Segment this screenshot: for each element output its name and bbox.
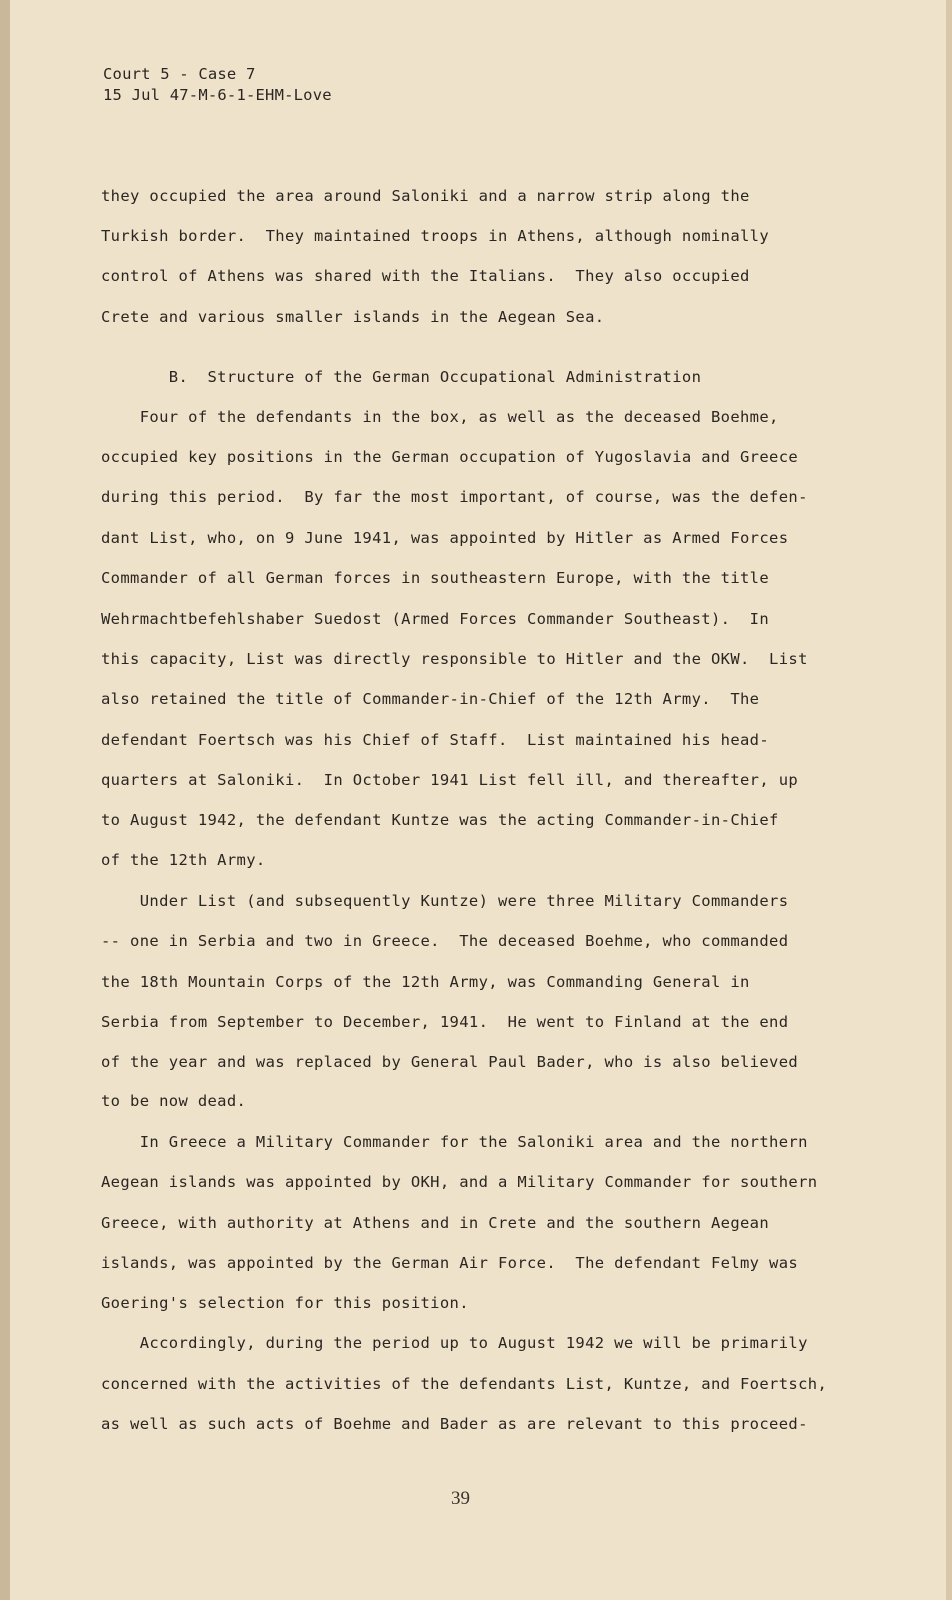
case-header bbox=[103, 64, 332, 106]
section-heading: B. Structure of the German Occupational Administration bbox=[101, 368, 702, 386]
text-line: to August 1942, the defendant Kuntze was the acting Commander-in-Chief bbox=[101, 811, 779, 829]
text-line: Turkish border. They maintained troops in Athens, although nominally bbox=[101, 227, 770, 245]
text-line: In Greece a Military Commander for the Saloniki area and the northern bbox=[101, 1133, 808, 1151]
text-line: Aegean islands was appointed by OKH, and a Military Commander for southern bbox=[101, 1173, 818, 1191]
text-line: to be now dead. bbox=[101, 1092, 247, 1110]
page-number: 39 bbox=[451, 1488, 470, 1509]
text-line: Serbia from September to December, 1941. He went to Finland at the end bbox=[101, 1013, 789, 1031]
text-line: defendant Foertsch was his Chief of Staff. List maintained his head- bbox=[101, 731, 770, 749]
text-line: concerned with the activities of the defendants List, Kuntze, and Foertsch, bbox=[101, 1375, 828, 1393]
text-line: Crete and various smaller islands in the Aegean Sea. bbox=[101, 308, 605, 326]
text-line: this capacity, List was directly responsible to Hitler and the OKW. List bbox=[101, 650, 808, 668]
text-line: Commander of all German forces in southeastern Europe, with the title bbox=[101, 569, 770, 587]
text-line: quarters at Saloniki. In October 1941 List fell ill, and thereafter, up bbox=[101, 771, 799, 789]
text-line: Greece, with authority at Athens and in Crete and the southern Aegean bbox=[101, 1214, 770, 1232]
text-line: Under List (and subsequently Kuntze) were three Military Commanders bbox=[101, 892, 789, 910]
text-line: of the year and was replaced by General Paul Bader, who is also believed bbox=[101, 1053, 799, 1071]
text-line: they occupied the area around Saloniki and a narrow strip along the bbox=[101, 187, 750, 205]
text-line: the 18th Mountain Corps of the 12th Army, was Commanding General in bbox=[101, 973, 750, 991]
text-line: as well as such acts of Boehme and Bader as are relevant to this proceed- bbox=[101, 1415, 808, 1433]
text-line: dant List, who, on 9 June 1941, was appointed by Hitler as Armed Forces bbox=[101, 529, 789, 547]
text-line: Goering's selection for this position. bbox=[101, 1294, 469, 1312]
text-line: Four of the defendants in the box, as well as the deceased Boehme, bbox=[101, 408, 779, 426]
date-reference-line: 15 Jul 47-M-6-1-EHM-Love bbox=[103, 86, 332, 104]
text-line: Wehrmachtbefehlshaber Suedost (Armed Forces Commander Southeast). In bbox=[101, 610, 770, 628]
text-line: islands, was appointed by the German Air Force. The defendant Felmy was bbox=[101, 1254, 799, 1272]
text-line: during this period. By far the most important, of course, was the defen- bbox=[101, 488, 808, 506]
text-line: occupied key positions in the German occupation of Yugoslavia and Greece bbox=[101, 448, 799, 466]
text-line: of the 12th Army. bbox=[101, 851, 266, 869]
text-line: also retained the title of Commander-in-Chief of the 12th Army. The bbox=[101, 690, 760, 708]
text-line: -- one in Serbia and two in Greece. The deceased Boehme, who commanded bbox=[101, 932, 789, 950]
text-line: control of Athens was shared with the Italians. They also occupied bbox=[101, 267, 750, 285]
text-line: Accordingly, during the period up to August 1942 we will be primarily bbox=[101, 1334, 808, 1352]
court-case-line: Court 5 - Case 7 bbox=[103, 65, 256, 83]
